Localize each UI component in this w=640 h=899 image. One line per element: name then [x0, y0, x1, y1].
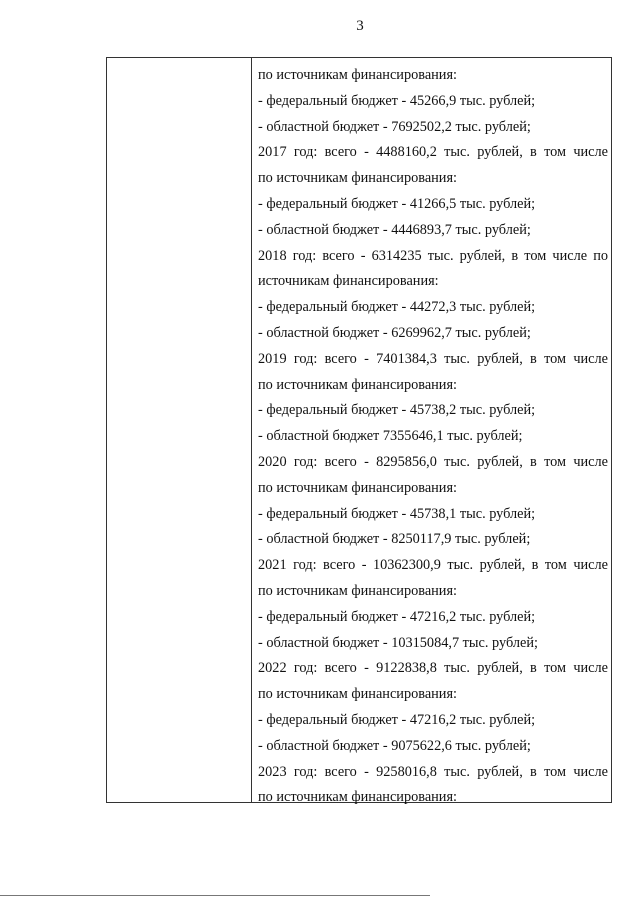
funding-text-line: 2022 год: всего - 9122838,8 тыс. рублей, в том числе — [258, 660, 608, 677]
funding-text-line: - областной бюджет - 7692502,2 тыс. рублей; — [258, 118, 531, 135]
funding-text-line: по источникам финансирования: — [258, 582, 458, 599]
funding-text-line: - областной бюджет - 10315084,7 тыс. рублей; — [258, 634, 538, 651]
funding-text-line: по источникам финансирования: — [258, 170, 458, 187]
page-number: 3 — [356, 18, 364, 34]
funding-text-line: - областной бюджет - 9075622,6 тыс. рублей; — [258, 737, 531, 754]
funding-text-line: 2019 год: всего - 7401384,3 тыс. рублей, в том числе — [258, 350, 608, 367]
financing-table — [106, 57, 612, 806]
funding-text-line: по источникам финансирования: — [258, 686, 458, 703]
footer-rule — [0, 895, 430, 896]
funding-text-line: - федеральный бюджет - 41266,5 тыс. рублей; — [258, 195, 536, 212]
table-right-cell — [258, 63, 608, 811]
table-left-cell — [107, 58, 251, 802]
funding-text-line: по источникам финансирования: — [258, 376, 458, 393]
funding-text-line: источникам финансирования: — [258, 273, 439, 290]
funding-text-line: - федеральный бюджет - 47216,2 тыс. рублей; — [258, 608, 536, 625]
funding-text-line: - федеральный бюджет - 45738,2 тыс. рублей; — [258, 402, 536, 419]
funding-text-line: 2023 год: всего - 9258016,8 тыс. рублей, в том числе — [258, 763, 608, 780]
funding-text-line: 2017 год: всего - 4488160,2 тыс. рублей, в том числе — [258, 144, 608, 161]
funding-text-line: 2021 год: всего - 10362300,9 тыс. рублей, в том числе — [258, 557, 608, 574]
funding-text-line: по источникам финансирования: — [258, 789, 458, 806]
funding-text-line: - федеральный бюджет - 44272,3 тыс. рублей; — [258, 299, 536, 316]
funding-text-line: по источникам финансирования: — [258, 479, 458, 496]
funding-text-line: - областной бюджет 7355646,1 тыс. рублей; — [258, 428, 523, 445]
funding-text-line: - федеральный бюджет - 45738,1 тыс. рублей; — [258, 505, 536, 522]
funding-text-line: - федеральный бюджет - 47216,2 тыс. рублей; — [258, 711, 536, 728]
column-divider — [251, 58, 252, 802]
funding-text-line: - областной бюджет - 4446893,7 тыс. рублей; — [258, 221, 531, 238]
funding-text-line: 2018 год: всего - 6314235 тыс. рублей, в том числе по — [258, 247, 608, 264]
funding-text-line: - областной бюджет - 6269962,7 тыс. рублей; — [258, 324, 531, 341]
funding-text-line: - областной бюджет - 8250117,9 тыс. рублей; — [258, 531, 531, 548]
funding-text-line: по источникам финансирования: — [258, 67, 458, 83]
funding-text-line: - федеральный бюджет - 45266,9 тыс. рублей; — [258, 92, 536, 109]
funding-text-line: 2020 год: всего - 8295856,0 тыс. рублей, в том числе — [258, 453, 608, 470]
